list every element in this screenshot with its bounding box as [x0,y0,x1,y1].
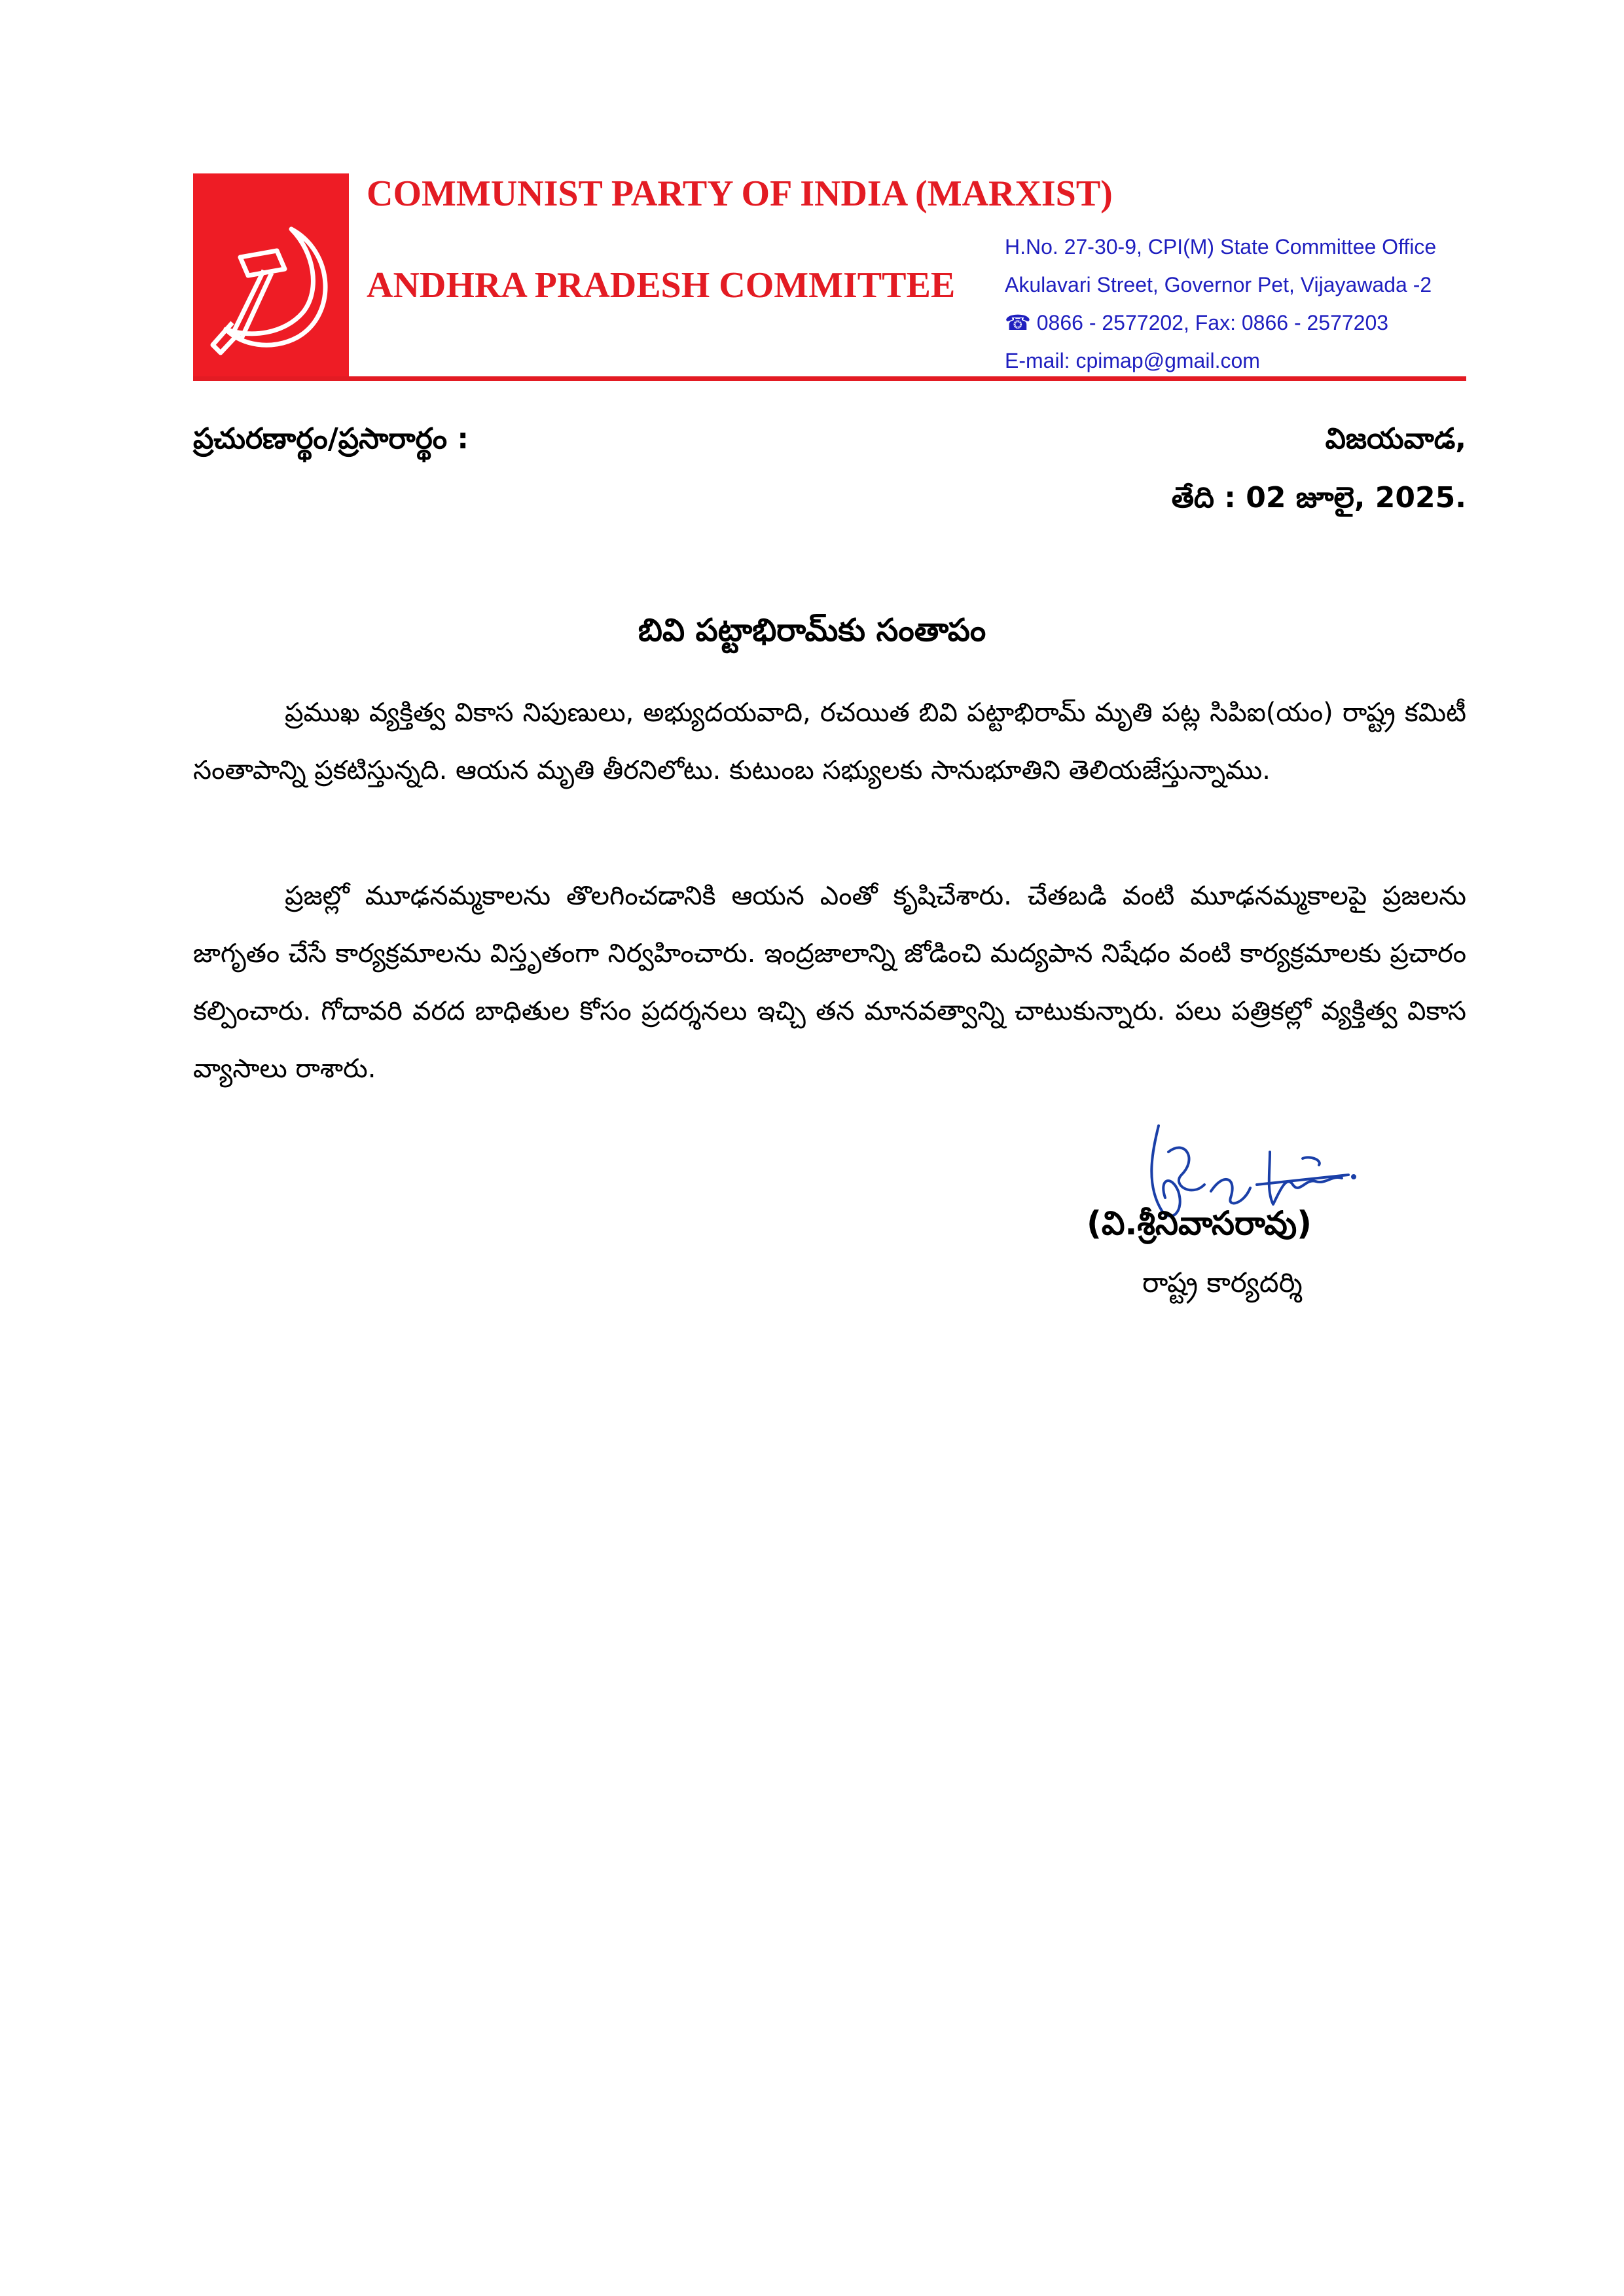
header-divider [193,376,1466,381]
headline: బివి పట్టాభిరామ్‌కు సంతాపం [638,612,986,649]
email: E-mail: cpimap@gmail.com [1005,349,1260,372]
address-block [1005,228,1436,380]
address-line-2: Akulavari Street, Governor Pet, Vijayawada -2 [1005,273,1432,296]
place: విజయవాడ, [1325,422,1466,456]
hammer-sickle-icon [193,173,349,380]
phone-fax: ☎ 0866 - 2577202, Fax: 0866 - 2577203 [1005,311,1389,334]
org-name: COMMUNIST PARTY OF INDIA (MARXIST) [367,173,1113,214]
committee-name: ANDHRA PRADESH COMMITTEE [367,265,956,306]
body-paragraph-2: ప్రజల్లో మూఢనమ్మకాలను తొలగించడానికి ఆయన ఎంతో కృషిచేశారు. చేతబడి వంటి మూఢనమ్మకాలపై ప్రజలను జాగృతం చేసే కార్యక్రమాలను విస్తృతంగా నిర్వహించారు. ఇంద్రజాలాన్ని జోడించి మద్యపాన నిషేధం వంటి కార్యక్రమాలకు ప్రచారం కల్పించారు. గోదావరి వరద బాధితుల కోసం ప్రదర్శనలు ఇచ్చి తన మానవత్వాన్ని చాటుకున్నారు. పలు పత్రికల్లో వ్యక్తిత్వ వికాస వ్యాసాలు రాశారు. [193,881,1466,1084]
body-paragraph-1: ప్రముఖ వ్యక్తిత్వ వికాస నిపుణులు, అభ్యుదయవాది, రచయిత బివి పట్టాభిరామ్ మృతి పట్ల సిపిఐ(యం) రాష్ట్ర కమిటీ సంతాపాన్ని ప్రకటిస్తున్నది. ఆయన మృతి తీరనిలోటు. కుటుంబ సభ్యులకు సానుభూతిని తెలియజేస్తున్నాము. [193,698,1466,785]
signatory-name: (వి.శ్రీనివాసరావు) [1087,1204,1312,1242]
signatory-designation: రాష్ట్ర కార్యదర్శి [1142,1266,1303,1299]
address-line-1: H.No. 27-30-9, CPI(M) State Committee Office [1005,235,1437,259]
press-release-label: ప్రచురణార్థం/ప్రసారార్థం : [193,422,469,456]
party-logo [193,173,349,380]
date: తేది : 02 జూలై, 2025. [1171,481,1466,514]
